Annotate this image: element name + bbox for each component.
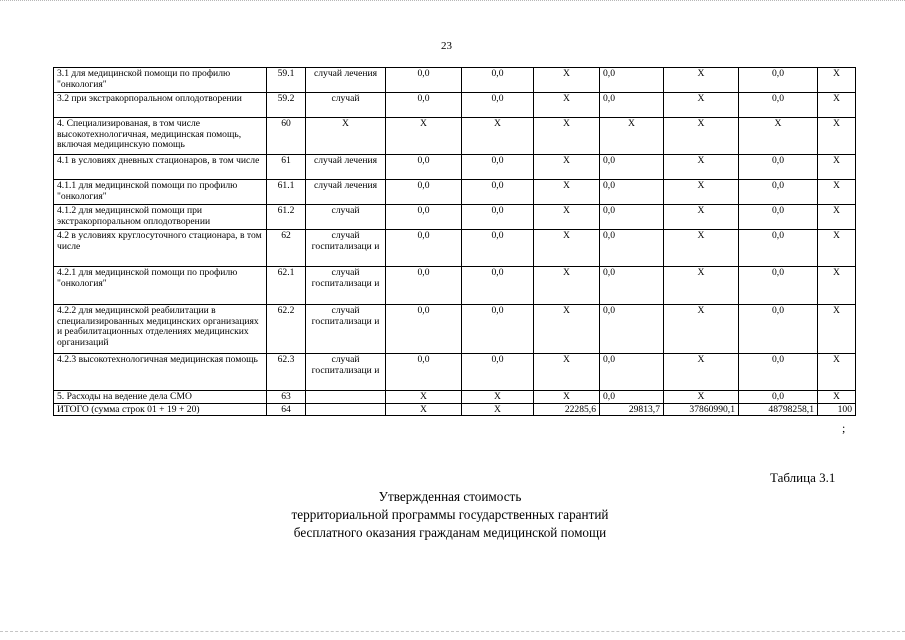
row-cell: X (818, 68, 856, 93)
row-cell: X (664, 354, 739, 391)
row-cell: X (818, 118, 856, 155)
row-cell: 22285,6 (534, 403, 600, 416)
table-row (54, 354, 856, 391)
row-cell: 0,0 (386, 230, 462, 267)
row-cell: 0,0 (600, 391, 664, 404)
row-cell: 0,0 (386, 93, 462, 118)
row-cell: X (818, 205, 856, 230)
row-name: ИТОГО (сумма строк 01 + 19 + 20) (54, 403, 267, 416)
row-cell: X (664, 230, 739, 267)
row-line-number: 62 (267, 230, 306, 267)
semicolon-mark: ; (842, 421, 846, 435)
cost-table (53, 67, 856, 416)
row-unit: случай госпитализаци и (306, 305, 386, 354)
table-row (54, 93, 856, 118)
row-cell: X (534, 68, 600, 93)
row-cell: 0,0 (600, 267, 664, 305)
row-name: 4.2.3 высокотехнологичная медицинская помощь (54, 354, 267, 391)
row-cell: X (664, 180, 739, 205)
row-cell: 0,0 (739, 305, 818, 354)
row-cell: X (534, 118, 600, 155)
heading-line-3: бесплатного оказания гражданам медицинской помощи (293, 525, 607, 540)
row-cell: X (739, 118, 818, 155)
row-cell: X (818, 391, 856, 404)
row-name: 3.1 для медицинской помощи по профилю "онкология" (54, 68, 267, 93)
row-cell: 37860990,1 (664, 403, 739, 416)
row-unit: X (306, 118, 386, 155)
row-cell: X (664, 68, 739, 93)
row-unit: случай госпитализаци и (306, 267, 386, 305)
row-cell: 0,0 (600, 354, 664, 391)
row-cell: 0,0 (462, 354, 534, 391)
row-cell: 0,0 (462, 305, 534, 354)
row-cell: X (818, 230, 856, 267)
row-cell: X (462, 118, 534, 155)
row-line-number: 61.2 (267, 205, 306, 230)
row-cell: X (664, 391, 739, 404)
row-cell: X (462, 403, 534, 416)
row-cell: X (664, 205, 739, 230)
row-cell: 0,0 (462, 93, 534, 118)
row-line-number: 62.1 (267, 267, 306, 305)
row-line-number: 61.1 (267, 180, 306, 205)
row-cell: 0,0 (386, 305, 462, 354)
table-row (54, 391, 856, 404)
row-cell: X (818, 354, 856, 391)
row-cell: X (664, 118, 739, 155)
row-cell: 0,0 (462, 230, 534, 267)
row-name: 4.2 в условиях круглосуточного стационара, в том числе (54, 230, 267, 267)
row-cell: 0,0 (462, 267, 534, 305)
row-line-number: 63 (267, 391, 306, 404)
row-cell: 0,0 (600, 205, 664, 230)
row-cell: 0,0 (462, 155, 534, 180)
row-name: 4.1.2 для медицинской помощи при экстракорпоральном оплодотворении (54, 205, 267, 230)
row-cell: X (534, 230, 600, 267)
row-unit: случай лечения (306, 68, 386, 93)
row-cell: 0,0 (600, 230, 664, 267)
row-unit: случай госпитализаци и (306, 230, 386, 267)
row-line-number: 61 (267, 155, 306, 180)
table-row (54, 403, 856, 416)
row-unit: случай (306, 205, 386, 230)
row-cell: X (664, 93, 739, 118)
table-label: Таблица 3.1 (770, 470, 836, 485)
scan-edge-bottom (0, 631, 905, 633)
row-cell: 0,0 (600, 305, 664, 354)
row-cell: 0,0 (739, 93, 818, 118)
row-cell: 0,0 (386, 267, 462, 305)
row-cell: X (534, 354, 600, 391)
table-row (54, 267, 856, 305)
row-unit (306, 391, 386, 404)
row-cell: 48798258,1 (739, 403, 818, 416)
row-line-number: 59.2 (267, 93, 306, 118)
table-row (54, 305, 856, 354)
row-cell: X (664, 267, 739, 305)
row-cell: 0,0 (739, 391, 818, 404)
row-cell: 0,0 (739, 267, 818, 305)
row-name: 4.2.2 для медицинской реабилитации в специализированных медицинских организациях и реабилитационных отделениях медицинских организаций (54, 305, 267, 354)
table-row (54, 118, 856, 155)
row-cell: X (386, 118, 462, 155)
table-row (54, 205, 856, 230)
row-cell: 0,0 (739, 205, 818, 230)
row-cell: X (534, 305, 600, 354)
row-cell: X (462, 391, 534, 404)
row-cell: 0,0 (462, 180, 534, 205)
row-unit (306, 403, 386, 416)
row-cell: 0,0 (386, 205, 462, 230)
table-row (54, 155, 856, 180)
row-cell: 0,0 (386, 155, 462, 180)
row-cell: 0,0 (386, 68, 462, 93)
row-name: 5. Расходы на ведение дела СМО (54, 391, 267, 404)
row-cell: X (664, 305, 739, 354)
row-cell: X (534, 93, 600, 118)
row-cell: 0,0 (462, 68, 534, 93)
row-line-number: 62.2 (267, 305, 306, 354)
row-cell: 29813,7 (600, 403, 664, 416)
row-cell: 0,0 (600, 180, 664, 205)
row-cell: X (664, 155, 739, 180)
row-unit: случай лечения (306, 155, 386, 180)
row-line-number: 60 (267, 118, 306, 155)
row-name: 4.1 в условиях дневных стационаров, в том числе (54, 155, 267, 180)
table-row (54, 230, 856, 267)
row-name: 4. Специализированая, в том числе высокотехнологичная, медицинская помощь, включая медицинскую помощь (54, 118, 267, 155)
table-row (54, 180, 856, 205)
row-name: 3.2 при экстракорпоральном оплодотворении (54, 93, 267, 118)
row-cell: 0,0 (386, 354, 462, 391)
row-cell: 0,0 (739, 354, 818, 391)
row-cell: 0,0 (739, 68, 818, 93)
row-cell: 100 (818, 403, 856, 416)
row-line-number: 59.1 (267, 68, 306, 93)
row-cell: X (534, 391, 600, 404)
heading-line-1: Утвержденная стоимость (378, 489, 522, 504)
row-cell: X (600, 118, 664, 155)
row-cell: X (534, 267, 600, 305)
row-unit: случай госпитализаци и (306, 354, 386, 391)
row-line-number: 64 (267, 403, 306, 416)
row-name: 4.2.1 для медицинской помощи по профилю "онкология" (54, 267, 267, 305)
row-cell: X (534, 180, 600, 205)
row-cell: X (386, 391, 462, 404)
row-cell: 0,0 (386, 180, 462, 205)
row-cell: X (534, 155, 600, 180)
row-cell: 0,0 (462, 205, 534, 230)
row-cell: X (818, 305, 856, 354)
row-cell: 0,0 (600, 155, 664, 180)
row-cell: X (818, 267, 856, 305)
row-cell: X (534, 205, 600, 230)
row-unit: случай (306, 93, 386, 118)
scan-edge-top (0, 0, 905, 6)
row-line-number: 62.3 (267, 354, 306, 391)
row-cell: X (386, 403, 462, 416)
row-cell: 0,0 (600, 68, 664, 93)
row-cell: X (818, 155, 856, 180)
row-unit: случай лечения (306, 180, 386, 205)
row-cell: 0,0 (739, 230, 818, 267)
row-cell: X (818, 93, 856, 118)
row-cell: 0,0 (600, 93, 664, 118)
row-cell: X (818, 180, 856, 205)
row-cell: 0,0 (739, 155, 818, 180)
page-number: 23 (441, 40, 452, 52)
row-cell: 0,0 (739, 180, 818, 205)
heading-line-2: территориальной программы государственных гарантий (291, 507, 609, 522)
table-row (54, 68, 856, 93)
row-name: 4.1.1 для медицинской помощи по профилю "онкология" (54, 180, 267, 205)
